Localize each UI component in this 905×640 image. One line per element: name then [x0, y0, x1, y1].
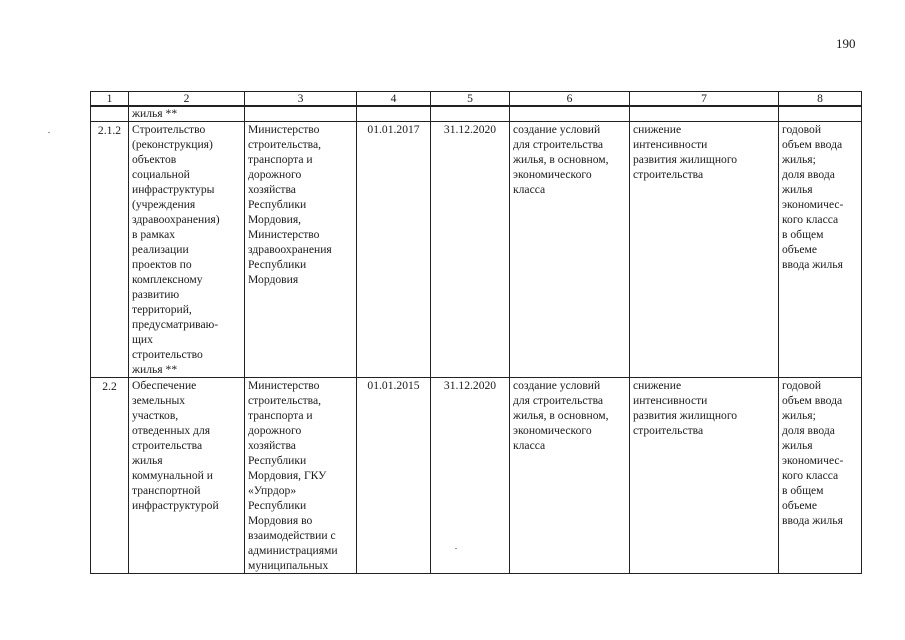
cell-empty — [245, 106, 357, 122]
column-number: 4 — [357, 92, 431, 107]
column-number: 7 — [630, 92, 779, 107]
cell-empty — [630, 106, 779, 122]
column-number: 1 — [91, 92, 129, 107]
item-effect: снижение интенсивности развития жилищного строительства — [630, 378, 779, 574]
item-result: создание условий для строительства жилья, в основном, экономического класса — [510, 122, 630, 378]
item-end-date: 31.12.2020 — [431, 122, 510, 378]
item-name: Строительство (реконструкция) объектов социальной инфраструктуры (учреждения здравоохранения) в рамках реализации проектов по комплексному развитию территорий, предусматриваю- щих строительство жилья ** — [129, 122, 245, 378]
item-start-date: 01.01.2015 — [357, 378, 431, 574]
item-name: Обеспечение земельных участков, отведенных для строительства жилья коммунальной и транспортной инфраструктурой — [129, 378, 245, 574]
cell-empty — [357, 106, 431, 122]
item-executor: Министерство строительства, транспорта и дорожного хозяйства Республики Мордовия, ГКУ «Упрдор» Республики Мордовия во взаимодействии с администрациями муниципальных — [245, 378, 357, 574]
table-row — [91, 378, 862, 574]
item-number: 2.2 — [91, 378, 129, 574]
column-number-row — [91, 92, 862, 107]
continued-text: жилья ** — [129, 106, 245, 122]
item-end-date: 31.12.2020 — [431, 378, 510, 574]
column-number: 2 — [129, 92, 245, 107]
item-result: создание условий для строительства жилья, в основном, экономического класса — [510, 378, 630, 574]
cell-empty — [510, 106, 630, 122]
item-indicators: годовой объем ввода жилья; доля ввода жилья экономичес- кого класса в общем объеме ввода жилья — [779, 122, 862, 378]
item-number: 2.1.2 — [91, 122, 129, 378]
continuation-row — [91, 106, 862, 122]
program-table — [90, 91, 862, 574]
item-executor: Министерство строительства, транспорта и дорожного хозяйства Республики Мордовия, Министерство здравоохранения Республики Мордовия — [245, 122, 357, 378]
item-start-date: 01.01.2017 — [357, 122, 431, 378]
column-number: 3 — [245, 92, 357, 107]
column-number: 8 — [779, 92, 862, 107]
cell-empty — [91, 106, 129, 122]
column-number: 6 — [510, 92, 630, 107]
item-effect: снижение интенсивности развития жилищного строительства — [630, 122, 779, 378]
cell-empty — [431, 106, 510, 122]
item-indicators: годовой объем ввода жилья; доля ввода жилья экономичес- кого класса в общем объеме ввода жилья — [779, 378, 862, 574]
scan-speck — [48, 132, 50, 133]
column-number: 5 — [431, 92, 510, 107]
table-row — [91, 122, 862, 378]
cell-empty — [779, 106, 862, 122]
page-number: 190 — [836, 36, 856, 51]
